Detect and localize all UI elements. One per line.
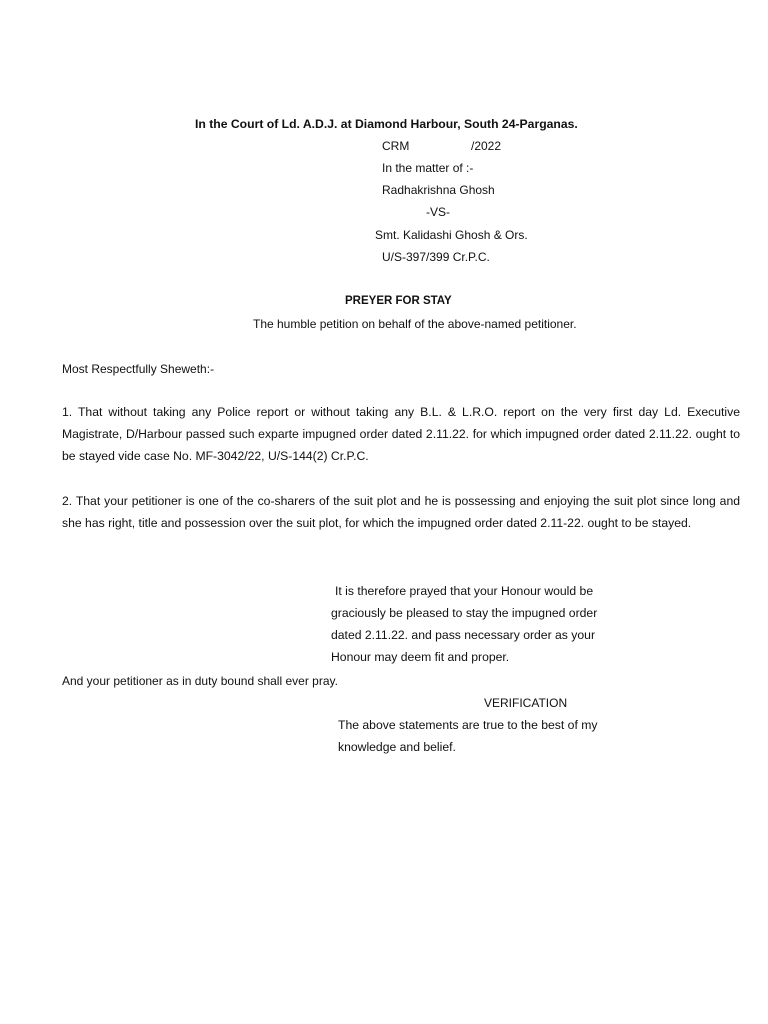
petition-title: PREYER FOR STAY: [345, 295, 452, 307]
verification-block: [338, 714, 597, 758]
prayer-block: [331, 580, 597, 668]
paragraph-1: 1. That without taking any Police report or without taking any B.L. & L.R.O. report on the very first day Ld. Executive Magistrate, D/Harbour passed such exparte impugned order dated 2.11.22. for which impugned order dated 2.11.22. ought to be stayed vide case No. MF-3042/22, U/S-144(2) Cr.P.C.: [62, 405, 740, 463]
prayer-line: dated 2.11.22. and pass necessary order as your: [331, 628, 596, 642]
matter-label: In the matter of :-: [382, 161, 474, 175]
petitioner-name: Radhakrishna Ghosh: [382, 183, 495, 197]
prayer-line: graciously be pleased to stay the impugned order: [331, 606, 598, 620]
prayer-line: Honour may deem fit and proper.: [331, 650, 510, 664]
closing-line: And your petitioner as in duty bound shall ever pray.: [62, 674, 338, 688]
verification-title: VERIFICATION: [484, 696, 568, 710]
section-reference: U/S-397/399 Cr.P.C.: [382, 250, 490, 264]
crm-year: /2022: [471, 139, 502, 153]
crm-label: CRM: [382, 139, 410, 153]
prayer-line: It is therefore prayed that your Honour would be: [335, 584, 594, 598]
verification-line: knowledge and belief.: [338, 740, 456, 754]
court-title: In the Court of Ld. A.D.J. at Diamond Harbour, South 24-Parganas.: [195, 117, 578, 131]
paragraph-2: 2. That your petitioner is one of the co-sharers of the suit plot and he is possessing and enjoying the suit plot since long and she has right, title and possession over the suit plot, for which the impugned order dated 2.11-22. ought to be stayed.: [62, 494, 740, 530]
versus-label: -VS-: [426, 205, 450, 219]
petition-intro: The humble petition on behalf of the above-named petitioner.: [253, 317, 577, 331]
verification-line: The above statements are true to the best of my: [338, 718, 598, 732]
salutation: Most Respectfully Sheweth:-: [62, 362, 215, 376]
respondent-name: Smt. Kalidashi Ghosh & Ors.: [375, 228, 528, 242]
